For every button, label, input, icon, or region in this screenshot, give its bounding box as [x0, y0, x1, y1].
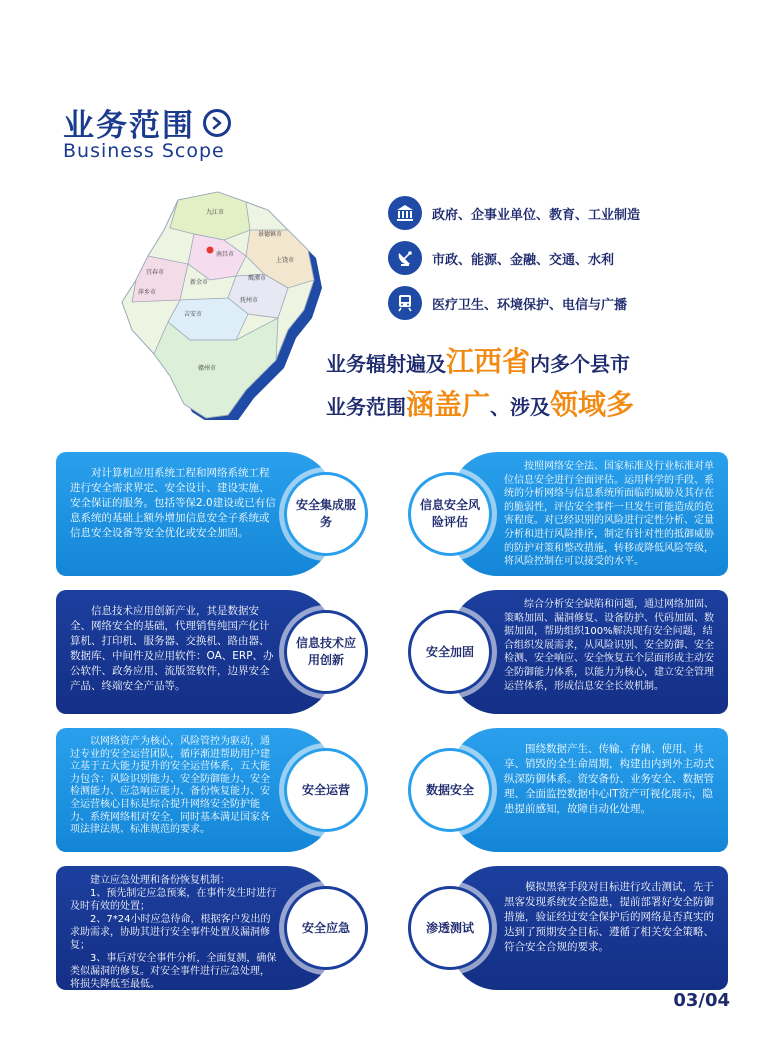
service-badge-risk-assessment	[408, 472, 492, 556]
map-label-ganzhou: 赣州市	[198, 365, 217, 372]
map-label-nanchang: 南昌市	[216, 251, 235, 258]
service-list-item: 1、预先制定应急预案，在事件发生时进行及时有效的处置；	[70, 888, 277, 912]
satellite-dish-icon	[388, 241, 422, 275]
service-description: 综合分析安全缺陷和问题，通过网络加固、策略加固、漏洞修复、设备防护、代码加固、数据加固，帮助组织100%解决现有安全问题，结合组织发展需求，从风险识别、安全防御、安全检测、安全响应、安全恢复五个层面形成主动安全防御能力体系，以能力为核心，建立安全管理运营体系，形成信息安全长效机制。	[504, 599, 714, 692]
service-intro: 建立应急处理和备份恢复机制：	[90, 875, 230, 886]
service-badge-it-innovation	[284, 610, 368, 694]
slogan-text: 内多个县市	[530, 352, 631, 376]
slogan-highlight: 领域多	[550, 388, 635, 421]
service-description: 围绕数据产生、传输、存储、使用、共享、销毁的全生命周期，构建由内到外主动式纵深防御体系。资安备份、业务安全、数据管理、全面监控数据中心IT资产可视化展示，隐患提前感知，故障自动化处理。	[504, 743, 714, 815]
page-number: 03/04	[673, 990, 730, 1011]
service-badge-hardening	[408, 610, 492, 694]
train-icon	[388, 286, 422, 320]
sector-label: 医疗卫生、环境保护、电信与广播	[432, 297, 628, 313]
service-description: 对计算机应用系统工程和网络系统工程进行安全需求界定、安全设计、建设实施、安全保证的服务。包括等保2.0建设或已有信息系统的基础上额外增加信息安全子系统或信息安全设备等安全优化或安全加固。	[70, 467, 276, 539]
page-subtitle: Business Scope	[63, 140, 225, 162]
service-name: 安全运营	[301, 782, 350, 797]
slogan-highlight: 江西省	[446, 345, 531, 378]
service-description: 按照网络安全法、国家标准及行业标准对单位信息安全进行全面评估。运用科学的手段、系统的分析网络与信息系统所面临的威胁及其存在的脆弱性，评估安全事件一旦发生可能造成的危害程度。对已经识别的风险进行定性分析、定量分析和进行风险排序，制定有针对性的抵御威胁的防护对策和整改措施，转移或降低风险等级，将风险控制在可以接受的水平。	[504, 461, 714, 568]
map-label-fuzhou: 抚州市	[240, 297, 259, 304]
slogan-text: 业务辐射遍及	[326, 352, 446, 376]
page-title	[63, 100, 231, 145]
service-name: 安全应急	[301, 920, 350, 935]
service-name: 渗透测试	[425, 920, 474, 935]
map-label-xinyu: 新余市	[190, 279, 209, 286]
slogan-text: 、涉及	[490, 395, 551, 419]
map-label-pingxiang: 萍乡市	[138, 289, 157, 296]
map-label-yichun: 宜春市	[146, 269, 165, 276]
sector-label: 政府、企事业单位、教育、工业制造	[432, 207, 641, 223]
map-label-shangrao: 上饶市	[276, 257, 295, 264]
sector-item	[388, 286, 640, 320]
service-name: 安全集成服务	[295, 498, 356, 529]
slogan-line-1	[326, 340, 630, 380]
service-description: 信息技术应用创新产业，其是数据安全、网络安全的基础，代理销售纯国产化计算机、打印机、服务器、交换机、路由器、数据库、中间件及应用软件：OA、ERP、办公软件、政务应用、流版签软件，边界安全产品、终端安全产品等。	[70, 605, 274, 692]
service-description: 以网络资产为核心，风险管控为驱动，通过专业的安全运营团队，循序渐进帮助用户建立基于五大能力提升的安全运营体系，五大能力包含：风险识别能力、安全防御能力、安全检测能力、应急响应能力、备份恢复能力、安全运营核心目标是综合提升网络安全防护能力、系统网络相对安全，同时基本满足国家各项法律法规、标准规范的要求。	[70, 736, 270, 836]
jiangxi-map	[118, 190, 338, 420]
service-badge-emergency-response	[284, 886, 368, 970]
sector-item	[388, 196, 640, 230]
sector-item	[388, 241, 640, 275]
service-name: 信息安全风险评估	[419, 498, 480, 529]
service-description: 模拟黑客手段对目标进行攻击测试，先于黑客发现系统安全隐患，提前部署好安全防御措施，验证经过安全保护后的网络是否真实的达到了预期安全目标、遵循了相关安全策略、符合安全合规的要求。	[504, 881, 714, 953]
service-badge-security-integration	[284, 472, 368, 556]
service-name: 信息技术应用创新	[295, 636, 356, 667]
government-building-icon	[388, 196, 422, 230]
service-name: 数据安全	[425, 782, 474, 797]
map-label-jingdezhen: 景德镇市	[258, 231, 283, 238]
service-list-item: 2、7*24小时应急待命，根据客户发出的求助需求，协助其进行安全事件处置及漏洞修复；	[70, 914, 271, 951]
sector-label: 市政、能源、金融、交通、水利	[432, 252, 615, 268]
service-badge-security-operations	[284, 748, 368, 832]
title-cn-text: 业务范围	[63, 108, 195, 144]
service-list-item: 3、事后对安全事件分析，全面复测，确保类似漏洞的修复。对安全事件进行应急处理，将损失降低至最低。	[70, 953, 277, 990]
map-label-jiujiang: 九江市	[206, 209, 225, 216]
slogan-text: 业务范围	[326, 395, 406, 419]
service-badge-data-security	[408, 748, 492, 832]
map-label-jian: 吉安市	[184, 311, 203, 318]
map-label-yingtan: 鹰潭市	[248, 275, 267, 282]
service-badge-penetration-test	[408, 886, 492, 970]
service-name: 安全加固	[425, 644, 474, 659]
chevron-right-icon	[203, 109, 231, 137]
sector-list	[388, 196, 640, 331]
slogan-highlight: 涵盖广	[406, 388, 491, 421]
slogan-line-2	[326, 383, 634, 423]
service-description	[70, 874, 278, 991]
